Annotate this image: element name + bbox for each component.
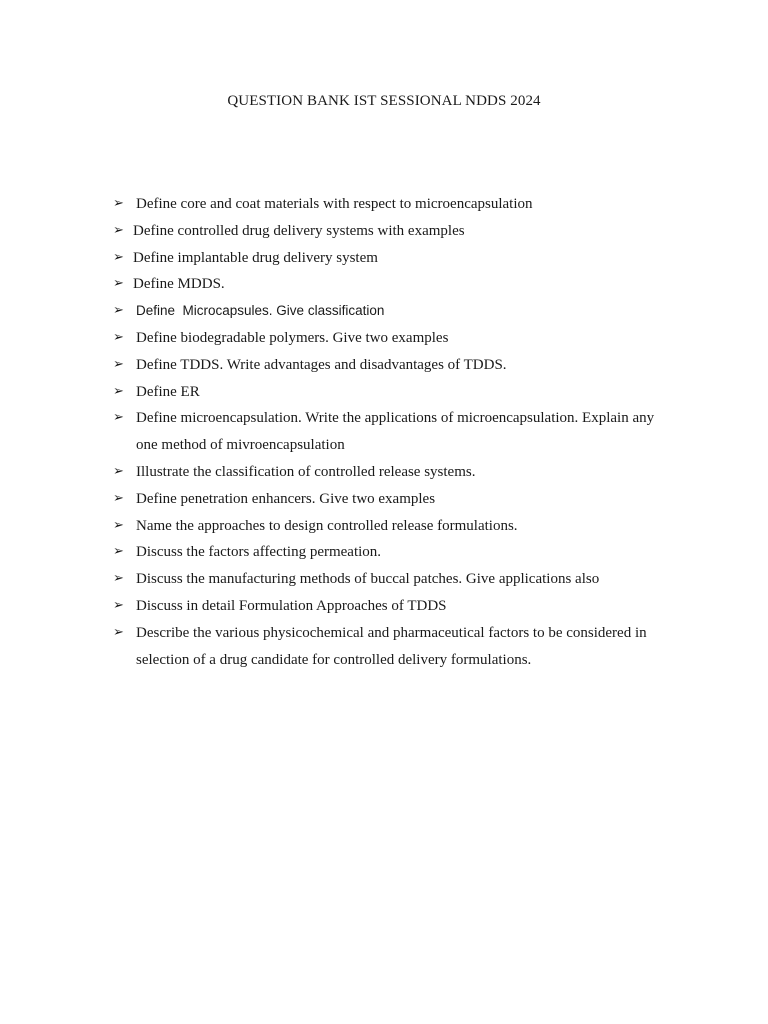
question-item — [113, 325, 673, 352]
arrow-bullet-icon: ➢ — [113, 463, 124, 479]
question-item — [113, 513, 673, 540]
arrow-bullet-icon: ➢ — [113, 410, 124, 426]
arrow-bullet-icon: ➢ — [113, 329, 124, 345]
arrow-bullet-icon: ➢ — [113, 517, 124, 533]
question-text: Describe the various physicochemical and pharmaceutical factors to be considered in selection of a drug candidate for controlled delivery formulations. — [136, 624, 647, 668]
arrow-bullet-icon: ➢ — [113, 383, 124, 399]
question-item — [113, 298, 673, 325]
question-item — [113, 539, 673, 566]
arrow-bullet-icon: ➢ — [113, 222, 124, 238]
question-text: Define ER — [136, 383, 200, 400]
question-text: Define controlled drug delivery systems with examples — [133, 222, 465, 239]
question-text: Discuss the factors affecting permeation. — [136, 544, 382, 561]
arrow-bullet-icon: ➢ — [113, 490, 124, 506]
question-text: Discuss the manufacturing methods of buccal patches. Give applications also — [136, 571, 600, 588]
question-item — [113, 271, 673, 298]
arrow-bullet-icon: ➢ — [113, 544, 124, 560]
arrow-bullet-icon: ➢ — [113, 196, 124, 211]
arrow-bullet-icon: ➢ — [113, 571, 124, 587]
question-item — [113, 459, 673, 486]
arrow-bullet-icon: ➢ — [113, 276, 124, 292]
question-item — [113, 245, 673, 272]
question-item — [113, 486, 673, 513]
question-text: Define implantable drug delivery system — [133, 249, 378, 266]
arrow-bullet-icon: ➢ — [113, 356, 124, 372]
arrow-bullet-icon: ➢ — [113, 597, 124, 613]
question-item — [113, 379, 673, 406]
question-text: Define biodegradable polymers. Give two examples — [136, 329, 449, 346]
arrow-bullet-icon: ➢ — [113, 249, 124, 265]
question-item — [113, 620, 673, 674]
question-item — [113, 593, 673, 620]
arrow-bullet-icon: ➢ — [113, 624, 124, 640]
question-text: Define microencapsulation. Write the applications of microencapsulation. Explain any one method of mivroencapsulation — [136, 410, 655, 454]
question-item — [113, 352, 673, 379]
question-text: Define penetration enhancers. Give two examples — [136, 490, 436, 507]
question-item — [113, 566, 673, 593]
question-list — [113, 191, 673, 673]
question-text: Define MDDS. — [133, 276, 225, 293]
question-text: Define core and coat materials with respect to microencapsulation — [136, 196, 533, 212]
question-text: Define TDDS. Write advantages and disadvantages of TDDS. — [136, 356, 507, 373]
question-item — [113, 191, 673, 218]
document-title: QUESTION BANK IST SESSIONAL NDDS 2024 — [227, 93, 541, 109]
question-item — [113, 405, 673, 459]
arrow-bullet-icon: ➢ — [113, 303, 124, 319]
question-text: Define Microcapsules. Give classification — [136, 303, 385, 319]
question-text: Discuss in detail Formulation Approaches of TDDS — [136, 597, 447, 614]
question-item — [113, 218, 673, 245]
question-text: Illustrate the classification of controlled release systems. — [136, 463, 476, 480]
question-text: Name the approaches to design controlled release formulations. — [136, 517, 518, 534]
